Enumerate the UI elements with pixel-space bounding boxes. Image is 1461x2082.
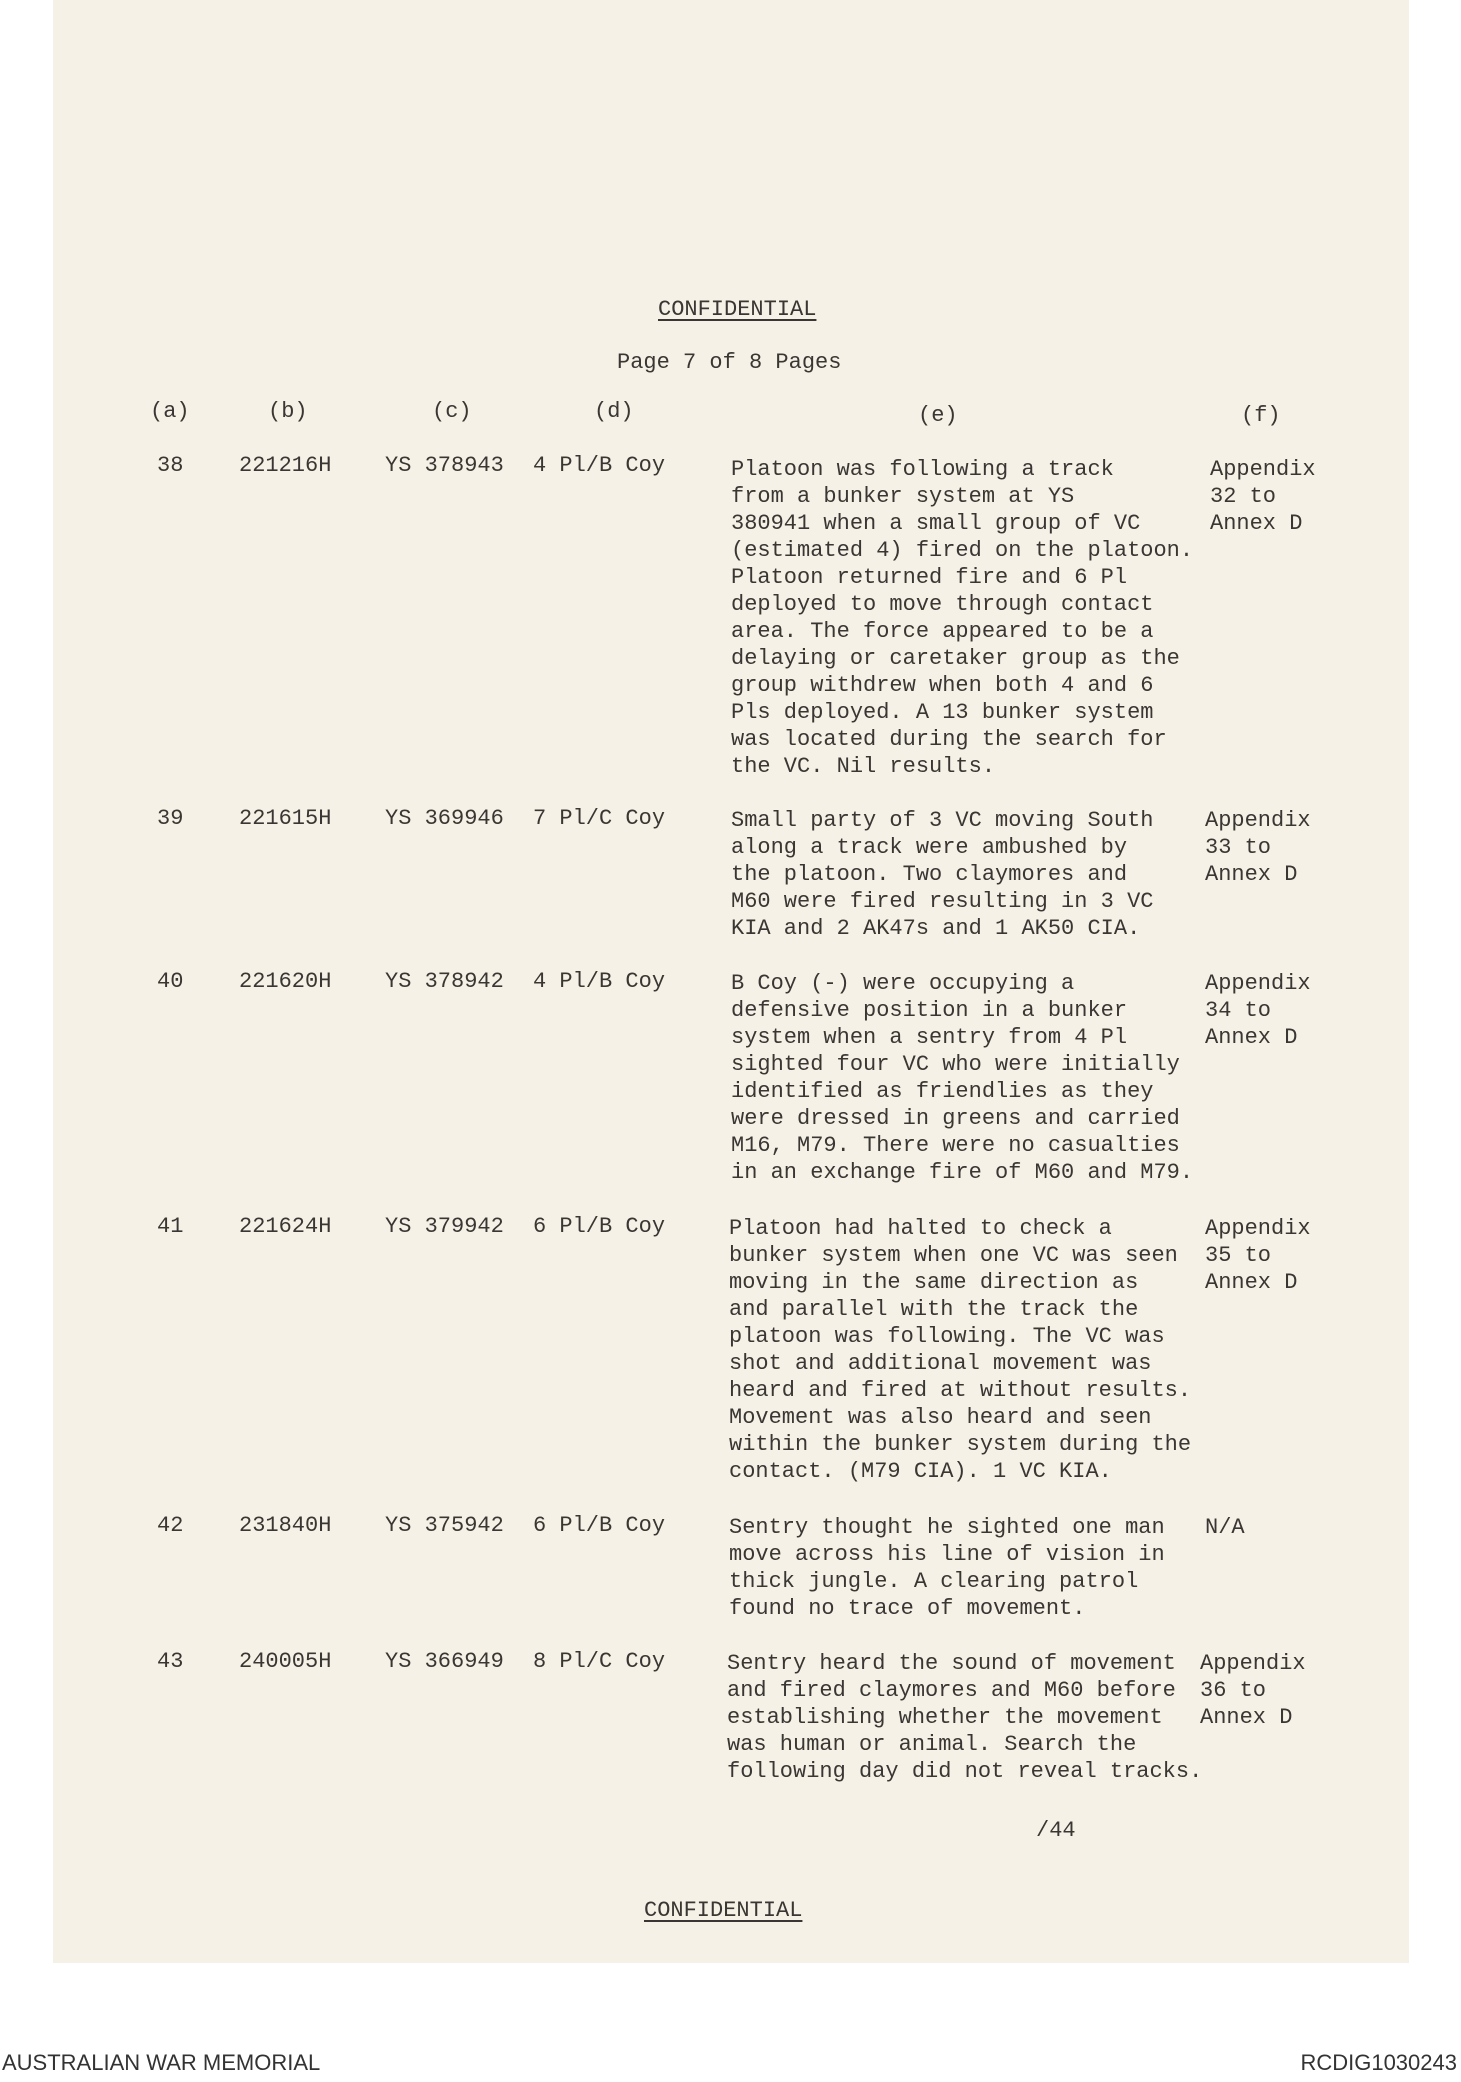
- reference: Appendix 32 to Annex D: [1210, 457, 1316, 536]
- date-time-group: 240005H: [239, 1649, 332, 1674]
- date-time-group: 231840H: [239, 1513, 332, 1538]
- serial: 40: [157, 969, 184, 994]
- column-header-d: (d): [594, 399, 634, 424]
- unit: 4 Pl/B Coy: [533, 969, 666, 994]
- serial: 43: [157, 1649, 184, 1674]
- column-header-a: (a): [150, 399, 190, 424]
- description: B Coy (-) were occupying a defensive position in a bunker system when a sentry from 4 Pl sighted four VC who were initially identified as friendlies as they were dressed in greens and carried M16, M79. There were no casualties in an exchange fire of M60 and M79.: [731, 971, 1194, 1185]
- column-header-c: (c): [432, 399, 472, 424]
- table-row: [0, 1648, 1461, 1784]
- column-header-b: (b): [268, 399, 308, 424]
- date-time-group: 221620H: [239, 969, 332, 994]
- description: Sentry thought he sighted one man move across his line of vision in thick jungle. A clearing patrol found no trace of movement.: [729, 1515, 1165, 1621]
- unit: 6 Pl/B Coy: [533, 1214, 666, 1239]
- unit: 6 Pl/B Coy: [533, 1513, 666, 1538]
- reference: Appendix 36 to Annex D: [1200, 1651, 1306, 1730]
- page-number: Page 7 of 8 Pages: [617, 350, 842, 375]
- archive-reference: RCDIG1030243: [1300, 2050, 1457, 2075]
- unit: 8 Pl/C Coy: [533, 1649, 666, 1674]
- grid-reference: YS 369946: [385, 806, 504, 831]
- date-time-group: 221615H: [239, 806, 332, 831]
- description: Sentry heard the sound of movement and fired claymores and M60 before establishing whether the movement was human or animal. Search the following day did not reveal tracks.: [727, 1651, 1203, 1784]
- grid-reference: YS 378942: [385, 969, 504, 994]
- serial: 38: [157, 453, 184, 478]
- serial: 42: [157, 1513, 184, 1538]
- unit: 4 Pl/B Coy: [533, 453, 666, 478]
- reference: Appendix 34 to Annex D: [1205, 971, 1311, 1050]
- grid-reference: YS 379942: [385, 1214, 504, 1239]
- classification-header: CONFIDENTIAL: [658, 297, 817, 322]
- continuation-marker: /44: [1036, 1818, 1076, 1843]
- column-header-e: (e): [918, 403, 958, 428]
- description: Small party of 3 VC moving South along a track were ambushed by the platoon. Two claymores and M60 were fired resulting in 3 VC KIA and 2 AK47s and 1 AK50 CIA.: [731, 808, 1154, 941]
- reference: Appendix 33 to Annex D: [1205, 808, 1311, 887]
- table-row: [0, 805, 1461, 941]
- grid-reference: YS 366949: [385, 1649, 504, 1674]
- table-row: [0, 1512, 1461, 1621]
- description: Platoon was following a track from a bunker system at YS 380941 when a small group of VC (estimated 4) fired on the platoon. Platoon returned fire and 6 Pl deployed to move through contact area. The force appeared to be a delaying or caretaker group as the group withdrew when both 4 and 6 Pls deployed. A 13 bunker system was located during the search for the VC. Nil results.: [731, 457, 1194, 779]
- description: Platoon had halted to check a bunker system when one VC was seen moving in the same direction as and parallel with the track the platoon was following. The VC was shot and additional movement was heard and fired at without results. Movement was also heard and seen within the bunker system during the contact. (M79 CIA). 1 VC KIA.: [729, 1216, 1192, 1484]
- date-time-group: 221216H: [239, 453, 332, 478]
- grid-reference: YS 378943: [385, 453, 504, 478]
- serial: 39: [157, 806, 184, 831]
- table-row: [0, 452, 1461, 779]
- reference: N/A: [1205, 1515, 1245, 1540]
- serial: 41: [157, 1214, 184, 1239]
- archive-name: AUSTRALIAN WAR MEMORIAL: [2, 2050, 321, 2075]
- grid-reference: YS 375942: [385, 1513, 504, 1538]
- classification-footer: CONFIDENTIAL: [644, 1898, 803, 1923]
- unit: 7 Pl/C Coy: [533, 806, 666, 831]
- table-row: [0, 1213, 1461, 1484]
- table-row: [0, 968, 1461, 1185]
- column-header-f: (f): [1241, 403, 1281, 428]
- date-time-group: 221624H: [239, 1214, 332, 1239]
- reference: Appendix 35 to Annex D: [1205, 1216, 1311, 1295]
